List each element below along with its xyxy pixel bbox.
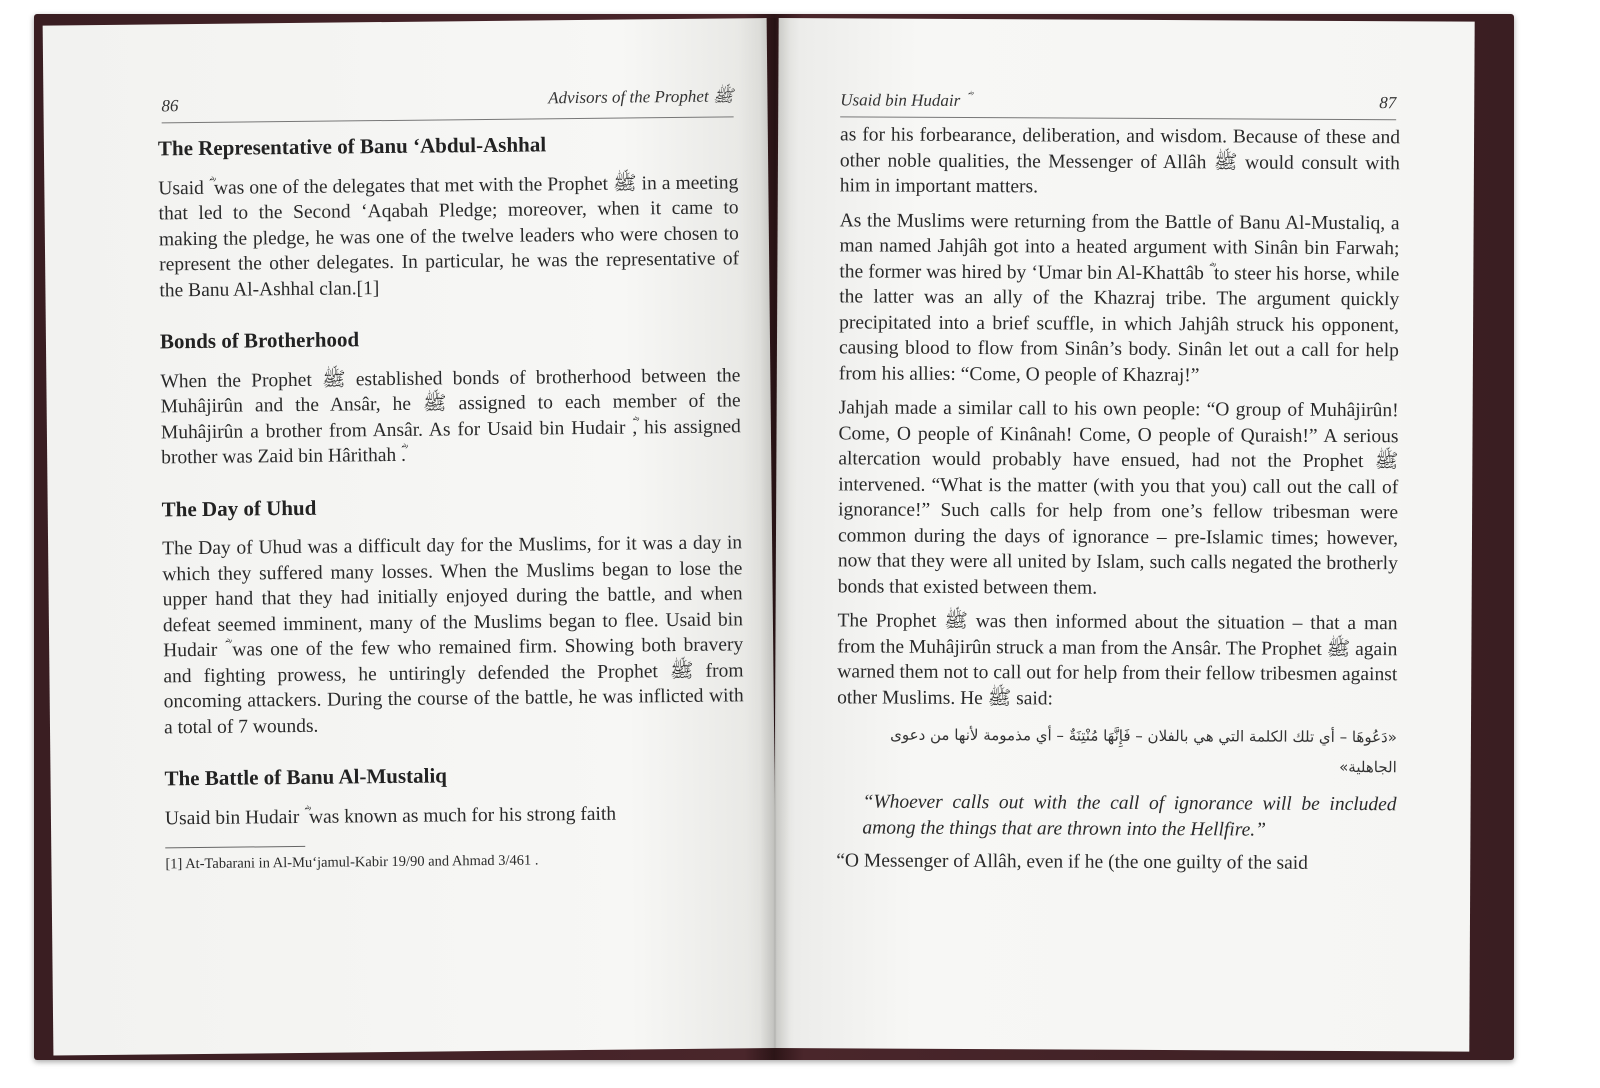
left-page-number: 86 [161,96,179,116]
left-running-title: Advisors of the Prophet ﷺ [548,86,734,108]
right-page-number: 87 [1379,93,1397,113]
section-heading: The Day of Uhud [161,495,317,521]
left-page [43,18,778,1056]
paragraph: The Prophet ﷺ was then informed about the situation – that a man from the Muhâjirûn struck a man from the Ansâr. The Prophet ﷺ again warned them not to call out for help from their fellow tribesmen against other Muslims. He ﷺ said: [837,610,1398,709]
paragraph: Usaid bin Hudair ؓ was known as much for his strong faith [164,803,617,829]
paragraph: As the Muslims were returning from the Battle of Banu Al-Mustaliq, a man named Jahjâh got into a heated argument with Sinân bin Farwah; the former was hired by ‘Umar bin Al-Khattâb ؓ to steer his horse, while the latter was an ally of the Khazraj tribe. The argument quickly precipitated into a brief scuffle, in which Jahjâh struck his opponent, causing blood to flow from Sinân’s body. Sinân let out a call for help from his allies: “Come, O people of Khazraj!” [838,209,1400,386]
arabic-hadith: «دَعُوهَا – أي تلك الكلمة التي هي بالفلان – فَإِنَّهَا مُنْتِنَةٌ – أي مذمومة لأنها من دعوى الجاهلية» [890,725,1397,777]
left-running-header [161,88,733,123]
right-page-body [836,122,1400,885]
right-running-title: Usaid bin Hudair ؓ [840,90,965,110]
paragraph: as for his forbearance, deliberation, and wisdom. Because of these and other noble qualities, the Messenger of Allâh ﷺ would consult with him in important matters. [839,124,1401,198]
paragraph: Jahjah made a similar call to his own people: “O group of Muhâjirûn! Come, O people of Kinânah! Come, O people of Quraish!” A serious altercation would probably have ensued, had not the Prophet ﷺ intervened. “What is the matter (with you that you) call out the call of ignorance!” Such calls for help from one’s fellow tribesman were common during the days of ignorance – pre-Islamic times; however, now that they were all united by Islam, such calls negated the brotherly bonds that existed between them. [837,397,1399,599]
section-heading: The Representative of Banu ‘Abdul-Ashhal [157,132,547,161]
section-heading: The Battle of Banu Al-Mustaliq [164,763,448,791]
footnote: [1] At-Tabarani in Al-Mu‘jamul-Kabir 19/90 and Ahmad 3/461 . [165,852,539,873]
section-heading: Bonds of Brotherhood [159,327,360,354]
paragraph: The Day of Uhud was a difficult day for the Muslims, for it was a day in which they suffered many losses. When the Muslims began to lose the upper hand that they had initially enjoyed during the battle, and when defeat seemed imminent, many of the Muslims began to flee. Usaid bin Hudair ؓ was one of the few who remained firm. Showing both bravery and fighting prowess, he untiringly defended the Prophet ﷺ from oncoming attackers. During the course of the battle, he was inflicted with a total of 7 wounds. [162,532,744,738]
book-gutter [760,18,790,1048]
left-page-body [158,130,746,874]
footnote-rule [165,846,305,848]
right-page [773,18,1474,1052]
paragraph: When the Prophet ﷺ established bonds of brotherhood between the Muhâjirûn and the Ansâr, he ﷺ assigned to each member of the Muhâjirûn a brother from Ansâr. As for Usaid bin Hudair ؓ, his assigned brother was Zaid bin Hârithah ؓ. [160,364,741,469]
paragraph: Usaid ؓ was one of the delegates that met with the Prophet ﷺ in a meeting that led to the Second ‘Aqabah Pledge; moreover, when it came to making the pledge, he was one of the twelve leaders who were chosen to represent the other delegates. In particular, he was the representative of the Banu Al-Ashhal clan.[1] [158,171,740,301]
paragraph: “O Messenger of Allâh, even if he (the one guilty of the said [836,850,1308,874]
right-running-header [840,88,1396,120]
translation-quote: “Whoever calls out with the call of ignorance will be included among the things that are thrown into the Hellfire.” [862,791,1397,841]
